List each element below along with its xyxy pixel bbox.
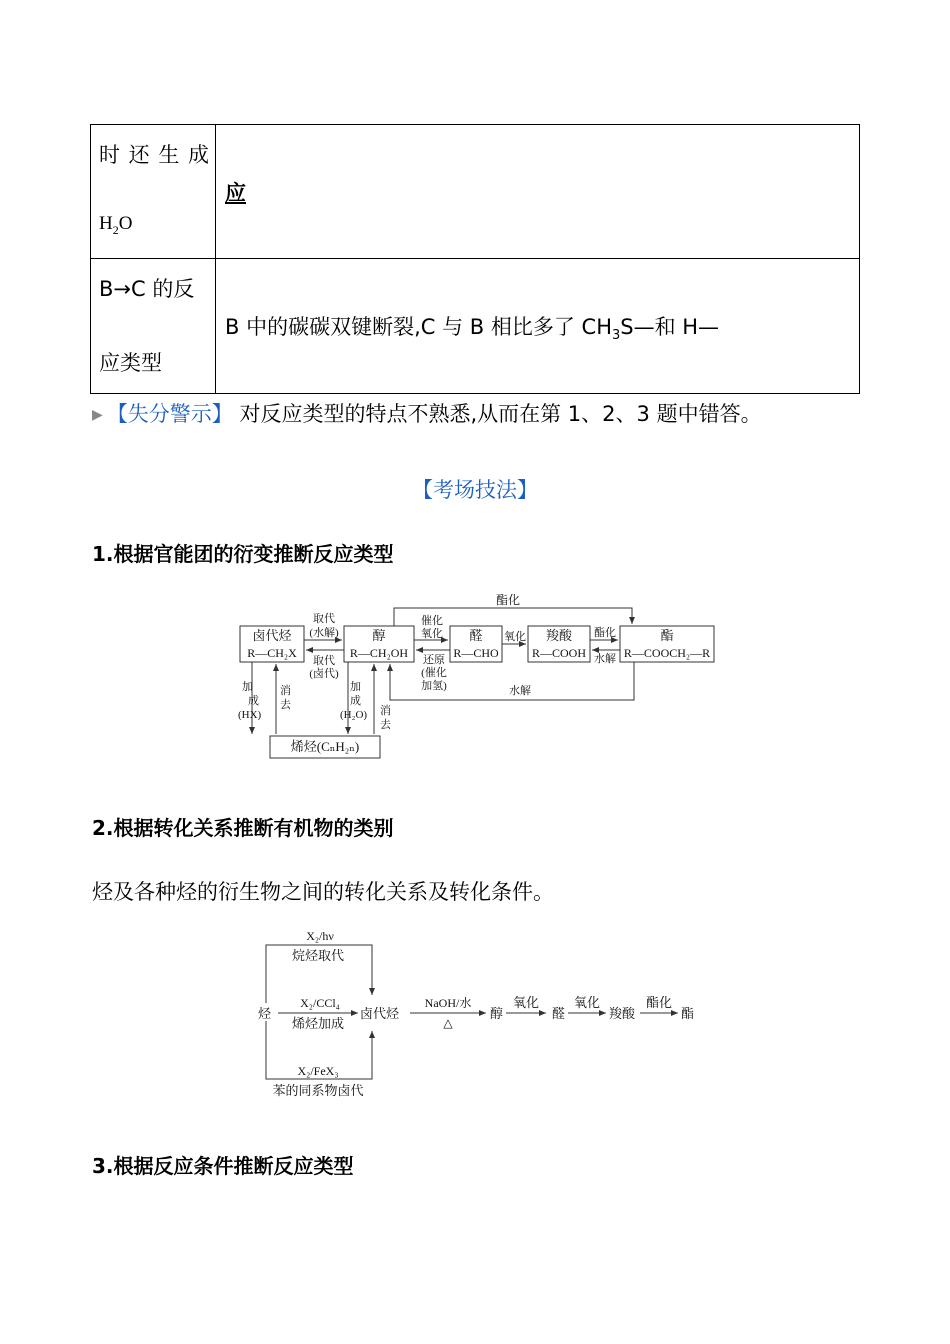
d1-cat-ox2: 氧化	[421, 628, 443, 640]
d1-sub-water: 取代	[313, 613, 335, 625]
d1-alcohol-formula: R—CH₂OH	[349, 646, 409, 660]
row2-label-cell	[91, 259, 216, 394]
d2-bot-desc: 苯的同系物卤代	[272, 1083, 364, 1098]
d1-alkene: 烯烃(CₙH₂ₙ)	[290, 739, 360, 754]
d1-hydro-label: 水解	[594, 653, 616, 665]
row1-label-line1: 时 还 生 成	[99, 143, 211, 167]
row2-label-line1: B→C 的反	[99, 277, 195, 301]
d1-ester: 酯	[660, 628, 674, 643]
row2-label-line2: 应类型	[99, 351, 162, 375]
d2-esterify: 酯化	[645, 995, 673, 1010]
conversion-diagram	[250, 925, 710, 1105]
d1-addw1: 加	[350, 681, 361, 693]
d1-haloalkane: 卤代烃	[252, 628, 292, 643]
d1-add3: (HX)	[238, 709, 262, 721]
d1-cat-ox: 催化	[421, 615, 443, 627]
heading-1: 1.根据官能团的衍变推断反应类型	[92, 542, 394, 566]
d1-elimw2: 去	[380, 719, 391, 731]
d2-alcohol: 醇	[490, 1006, 504, 1021]
d1-aldehyde-formula: R—CHO	[453, 646, 499, 660]
d2-heat: △	[443, 1016, 453, 1030]
d2-ox1: 氧化	[512, 995, 540, 1010]
warning-note	[92, 398, 762, 428]
row1-label-h2o: $H_2O$	[99, 213, 133, 237]
d2-top-cond: X₂/hν	[306, 929, 334, 943]
d2-hydrocarbon: 烃	[258, 1006, 272, 1021]
row1-content: 应	[225, 181, 246, 205]
info-table	[90, 124, 860, 394]
d1-acid-formula: R—COOH	[531, 646, 587, 660]
warning-tag: 【失分警示】	[106, 402, 233, 426]
d1-red3: 加氢)	[421, 680, 447, 692]
d1-esterify-top: 酯化	[496, 593, 521, 607]
d1-aldehyde: 醛	[469, 628, 483, 643]
d2-bot-cond: X₂/FeX₃	[297, 1064, 339, 1078]
d1-hydro-bottom: 水解	[509, 685, 531, 697]
d1-alcohol: 醇	[372, 628, 386, 643]
d2-aldehyde: 醛	[552, 1006, 566, 1021]
d1-ester-label: 酯化	[594, 627, 616, 639]
triangle-icon: ▶	[92, 407, 103, 423]
d1-sub-water2: (水解)	[309, 627, 339, 639]
d2-ox2: 氧化	[573, 995, 601, 1010]
d2-acid: 羧酸	[609, 1006, 636, 1021]
d2-naoh: NaOH/水	[424, 996, 472, 1010]
functional-group-diagram	[230, 590, 730, 770]
row1-label-cell	[91, 125, 216, 259]
d1-sub-halo2: (卤代)	[309, 668, 339, 680]
d1-addw2: 成	[350, 695, 361, 707]
d1-haloalkane-formula: R—CH₂X	[247, 646, 297, 660]
paragraph: 烃及各种烃的衍生物之间的转化关系及转化条件。	[92, 880, 554, 904]
d1-ox: 氧化	[504, 631, 526, 643]
d2-haloalkane: 卤代烃	[360, 1006, 400, 1021]
d2-mid-desc: 烯烃加成	[291, 1016, 345, 1031]
d1-ester-formula: R—COOCH₂—R	[623, 646, 711, 660]
d1-addw3: (H₂O)	[340, 709, 368, 721]
row2-content-cell	[216, 259, 860, 394]
d1-elim2: 去	[280, 699, 291, 711]
d2-mid-cond: X₂/CCl₄	[300, 996, 340, 1010]
d1-sub-halo: 取代	[313, 655, 335, 667]
d1-elim1: 消	[280, 685, 291, 697]
warning-text: 对反应类型的特点不熟悉,从而在第 1、2、3 题中错答。	[232, 402, 762, 426]
row1-content-cell	[216, 125, 860, 259]
row2-content: B 中的碳碳双键断裂,C 与 B 相比多了 $CH_3S—$和 H—	[225, 315, 720, 344]
heading-3: 3.根据反应条件推断反应类型	[92, 1154, 354, 1178]
d2-top-desc: 烷烃取代	[291, 948, 345, 963]
d1-red: 还原	[423, 654, 445, 666]
d1-acid: 羧酸	[545, 628, 573, 643]
section-title: 【考场技法】	[412, 478, 538, 502]
d1-elimw1: 消	[380, 705, 391, 717]
d1-red2: (催化	[421, 667, 447, 679]
d1-add1: 加	[242, 681, 253, 693]
d1-add2: 成	[248, 695, 259, 707]
heading-2: 2.根据转化关系推断有机物的类别	[92, 816, 394, 840]
d2-ester: 酯	[681, 1006, 695, 1021]
